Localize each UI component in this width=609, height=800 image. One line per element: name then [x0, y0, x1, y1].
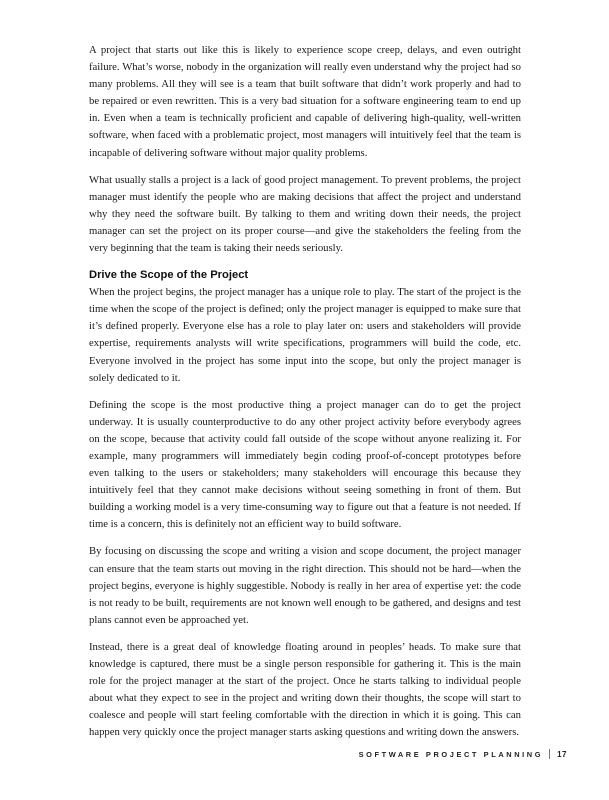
paragraph-3: When the project begins, the project manager has a unique role to play. The start of the project is the time when the scope of the project is defined; only the project manager is equipped to make sure that it’s defined properly. Everyone else has a role to play later on: users and stakeholders will provide expertise, requirements analysts will write specifications, programmers will build the code, etc. Everyone involved in the project has some input into the scope, but only the project manager is solely dedicated to it. [89, 286, 521, 384]
paragraph-4: Defining the scope is the most productive thing a project manager can do to get the project underway. It is usually counterproductive to do any other project activity before everybody agrees on the scope, because that activity could fall outside of the scope without anyone realizing it. For example, many programmers will immediately begin coding proof-of-concept prototypes before even talking to the users or stakeholders; many stakeholders will encourage this because they intuitively feel that they cannot make decisions without seeing something in front of them. But building a working model is a very time-consuming way to figure out that a feature is not needed. If time is a concern, this is definitely not an efficient way to build software. [89, 398, 521, 531]
page-number: 17 [557, 749, 567, 759]
paragraph-2: What usually stalls a project is a lack of good project management. To prevent problems, the project manager must identify the people who are making decisions that affect the project and understand why they need the software built. By talking to them and writing down their needs, the project manager can set the project on its proper course—and give the stakeholders the feeling from the very beginning that the team is taking their needs seriously. [89, 173, 521, 255]
page-body [89, 42, 521, 751]
section-heading: Drive the Scope of the Project [89, 269, 249, 282]
footer-divider [549, 749, 550, 759]
paragraph-1: A project that starts out like this is likely to experience scope creep, delays, and even outright failure. What’s worse, nobody in the organization will really even understand why the project had so many problems. All they will see is a team that built software that didn’t work properly and had to be repaired or even rewritten. This is a very bad situation for a software engineering team to end up in. Even when a team is technically proficient and capable of delivering high-quality, well-written software, when faced with a problematic project, most managers will intuitively feel that the team is incapable of delivering software without major quality problems. [89, 44, 521, 159]
running-head: SOFTWARE PROJECT PLANNING [358, 749, 544, 759]
paragraph-6: Instead, there is a great deal of knowledge floating around in peoples’ heads. To make sure that knowledge is captured, there must be a single person responsible for gathering it. This is the main role for the project manager at the start of the project. Once he starts talking to individual people about what they expect to see in the project and writing down their thoughts, the scope will start to coalesce and people will start feeling comfortable with the direction in which it is going. This can happen very quickly once the project manager starts asking questions and writing down the answers. [89, 640, 521, 739]
page-footer [359, 749, 567, 759]
paragraph-5: By focusing on discussing the scope and writing a vision and scope document, the project manager can ensure that the team starts out moving in the right direction. This should not be hard—when the project begins, everyone is highly suggestible. Nobody is really in her area of expertise yet: the code is not ready to be built, requirements are not known well enough to be gathered, and designs and test plans cannot even be approached yet. [89, 545, 521, 626]
